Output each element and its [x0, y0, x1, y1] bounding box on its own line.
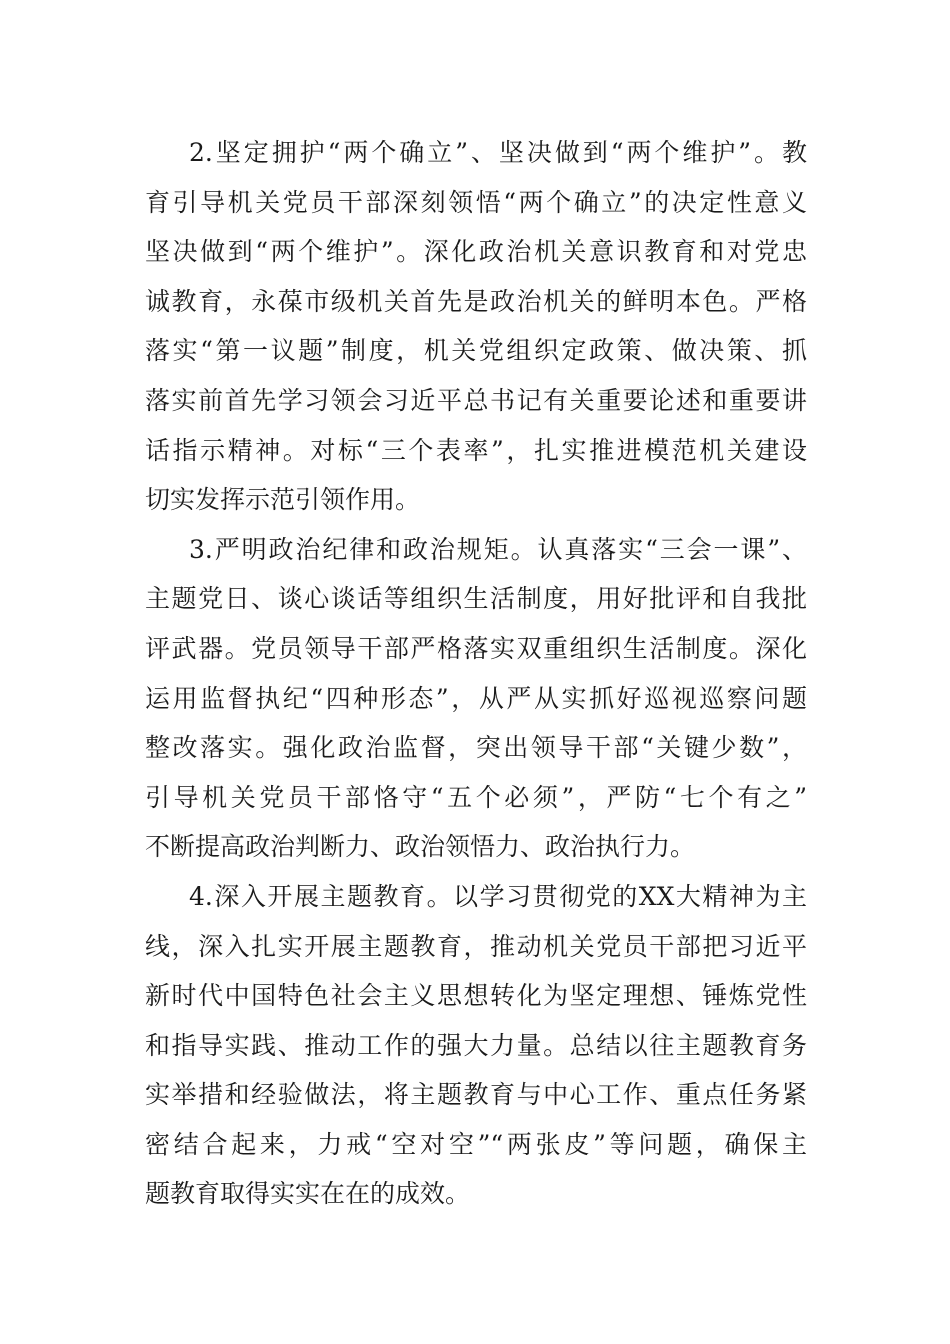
paragraph-line: 坚决做到“两个维护”。深化政治机关意识教育和对党忠: [145, 237, 807, 267]
paragraph-line: 题教育取得实实在在的成效。: [145, 1179, 471, 1209]
paragraph-line: 新时代中国特色社会主义思想转化为坚定理想、锤炼党性: [145, 981, 807, 1011]
paragraph-line: 密结合起来，力戒“空对空”“两张皮”等问题，确保主: [145, 1129, 807, 1159]
paragraph-line: 引导机关党员干部恪守“五个必须”，严防“七个有之”: [145, 782, 807, 812]
paragraph-line: 落实“第一议题”制度，机关党组织定政策、做决策、抓: [145, 336, 807, 366]
document-body: [145, 128, 807, 1219]
paragraph-2: [145, 128, 807, 525]
paragraph-line: 线，深入扎实开展主题教育，推动机关党员干部把习近平: [145, 931, 807, 961]
paragraph-line: 评武器。党员领导干部严格落实双重组织生活制度。深化: [145, 633, 807, 663]
paragraph-line: 育引导机关党员干部深刻领悟“两个确立”的决定性意义: [145, 187, 807, 217]
paragraph-line: 3.严明政治纪律和政治规矩。认真落实“三会一课”、: [189, 534, 807, 564]
paragraph-4: [145, 872, 807, 1219]
paragraph-line: 诚教育，永葆市级机关首先是政治机关的鲜明本色。严格: [145, 286, 807, 316]
paragraph-line: 话指示精神。对标“三个表率”，扎实推进模范机关建设: [145, 435, 807, 465]
paragraph-line: 不断提高政治判断力、政治领悟力、政治执行力。: [145, 832, 696, 862]
paragraph-line: 落实前首先学习领会习近平总书记有关重要论述和重要讲: [145, 385, 807, 415]
paragraph-line: 4.深入开展主题教育。以学习贯彻党的XX大精神为主: [189, 881, 807, 911]
paragraph-line: 和指导实践、推动工作的强大力量。总结以往主题教育务: [145, 1030, 807, 1060]
paragraph-line: 主题党日、谈心谈话等组织生活制度，用好批评和自我批: [145, 584, 807, 614]
paragraph-line: 2.坚定拥护“两个确立”、坚决做到“两个维护”。教: [189, 138, 807, 167]
paragraph-line: 整改落实。强化政治监督，突出领导干部“关键少数”，: [145, 733, 807, 763]
paragraph-3: [145, 525, 807, 872]
paragraph-line: 运用监督执纪“四种形态”，从严从实抓好巡视巡察问题: [145, 683, 807, 713]
paragraph-line: 切实发挥示范引领作用。: [145, 485, 421, 515]
paragraph-line: 实举措和经验做法，将主题教育与中心工作、重点任务紧: [145, 1080, 807, 1110]
